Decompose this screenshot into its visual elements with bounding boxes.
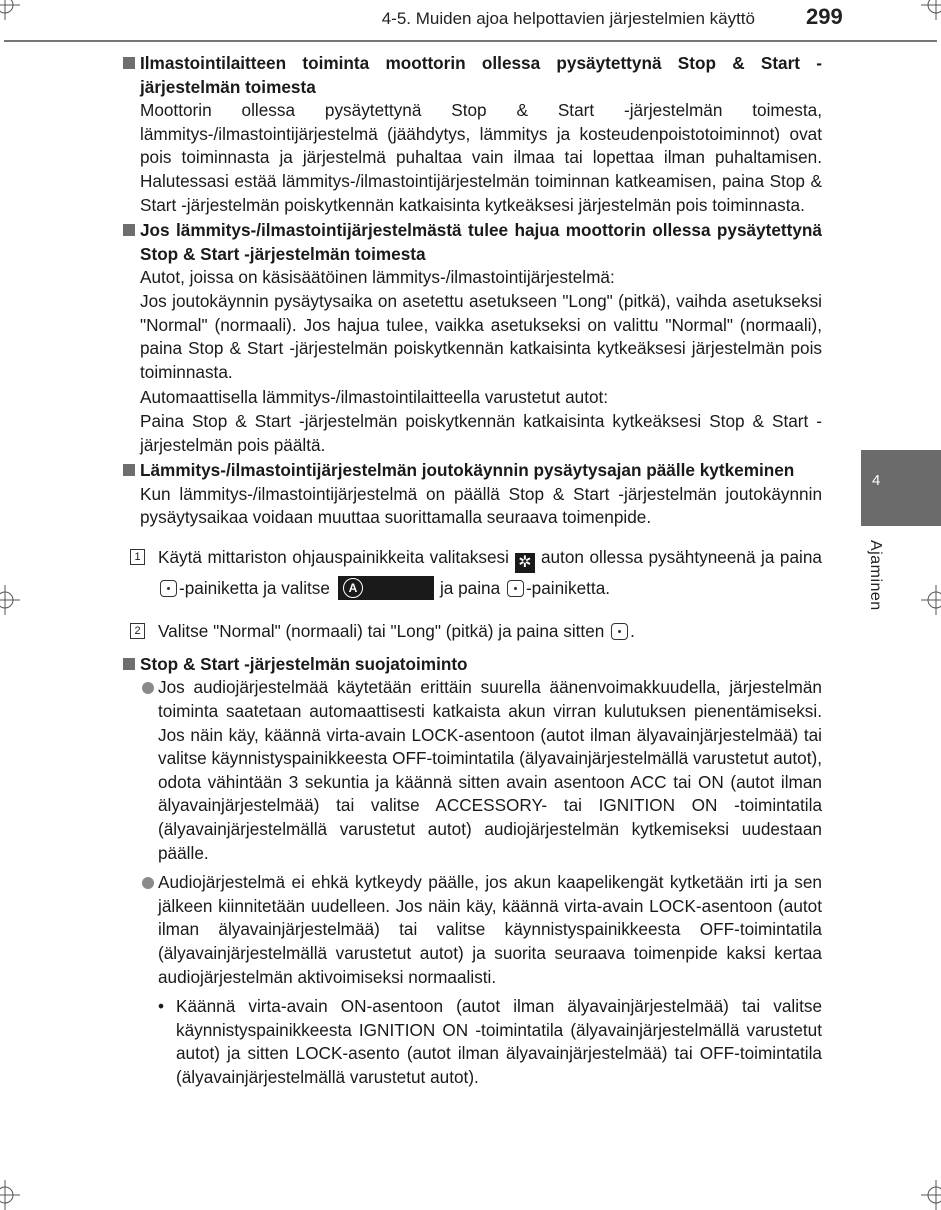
paragraph: Kun lämmitys-/ilmastointijärjestelmä on päällä Stop & Start -järjestelmän joutokäynnin pysäytysaikaa voidaan muuttaa suorittamalla seuraava toimenpide. <box>140 483 822 528</box>
page-content <box>122 52 822 1090</box>
page-number: 299 <box>806 4 843 29</box>
paragraph: Automaattisella lämmitys-/ilmastointilaitteella varustetut autot: <box>140 387 609 408</box>
list-item: Audiojärjestelmä ei ehkä kytkeydy päälle, jos akun kaapelikengät kytketään irti ja sen jälkeen kiinnitetään uudelleen. Jos näin käy, käännä virta-avain LOCK-asentoon (autot ilman älyavainjärjestelmää) tai valitse käynnistyspainikkeesta OFF-toimintatila (älyavainjärjestelmällä varustetut autot) ja suorita seuraava toimenpide kaksi kertaa audiojärjestelmän aktivoimiseksi normaalisti. <box>122 871 822 989</box>
paragraph: Moottorin ollessa pysäytettynä Stop & Start -järjestelmän toimesta, lämmitys-/ilmastointijärjestelmä (jäähdytys, lämmitys ja kosteudenpoistotoiminnot) ovat pois toiminnasta ja järjestelmä puhaltaa vain ilmaa tai lopettaa ilman puhaltamisen. Halutessasi estää lämmitys-/ilmastointijärjestelmän toiminnan katkeamisen, paina Stop & Start -järjestelmän poiskytkennän katkaisinta kytkeäksesi järjestelmän pois toiminnasta. <box>140 100 822 215</box>
sub-list-item: • Käännä virta-avain ON-asentoon (autot ilman älyavainjärjestelmää) tai valitse käynnistyspainikkeesta IGNITION ON -toimintatila (älyavainjärjestelmällä varustetut autot) ja sitten LOCK-asento (autot ilman älyavainjärjestelmää) tai OFF-toimintatila (älyavainjärjestelmällä varustetut autot). <box>158 996 822 1087</box>
gear-icon: ✲ <box>515 553 535 573</box>
round-bullet-icon <box>142 877 154 889</box>
round-bullet-icon <box>142 682 154 694</box>
step-number: 2 <box>130 623 145 639</box>
ok-button-icon <box>507 580 524 597</box>
stop-start-mode-icon: A <box>338 576 434 600</box>
sub-bullet-marker: • <box>158 996 165 1017</box>
crop-mark-mid-right <box>921 585 941 615</box>
crop-mark-bottom-left <box>0 1180 20 1210</box>
list-item: Jos audiojärjestelmää käytetään erittäin suurella äänenvoimakkuudella, järjestelmän toiminta saatetaan automaattisesti katkaista akun virran kulutuksen pienentämiseksi. Jos näin käy, käännä virta-avain LOCK-asentoon (autot ilman älyavainjärjestelmää) tai valitse käynnistyspainikkeesta OFF-toimintatila (älyavainjärjestelmällä varustetut autot), odota vähintään 3 sekuntia ja käännä sitten avain asentoon ACC tai ON (autot ilman älyavainjärjestelmää) tai valitse ACCESSORY- tai IGNITION ON -toimintatila (älyavainjärjestelmällä varustetut autot) audiojärjestelmän kytkemiseksi uudestaan päälle. <box>122 676 822 865</box>
paragraph: Paina Stop & Start -järjestelmän poiskytkennän katkaisinta kytkeäksesi Stop & Start -järjestelmän pois päältä. <box>140 410 822 455</box>
crop-mark-bottom-right <box>921 1180 941 1210</box>
paragraph: Autot, joissa on käsisäätöinen lämmitys-/ilmastointijärjestelmä: <box>140 267 615 288</box>
section-heading: Jos lämmitys-/ilmastointijärjestelmästä tulee hajua moottorin ollessa pysäytettynä Stop & Start -järjestelmän toimesta <box>122 219 822 266</box>
square-bullet-icon <box>123 658 135 670</box>
section-title: 4-5. Muiden ajoa helpottavien järjestelmien käyttö <box>381 9 755 28</box>
chapter-number: 4 <box>872 472 881 489</box>
page-header <box>0 0 941 44</box>
crop-mark-mid-left <box>0 585 20 615</box>
step-item: 2 Valitse "Normal" (normaali) tai "Long" (pitkä) ja paina sitten . <box>122 616 822 647</box>
square-bullet-icon <box>123 224 135 236</box>
square-bullet-icon <box>123 464 135 476</box>
header-divider <box>4 40 937 42</box>
ok-button-icon <box>160 580 177 597</box>
step-item: 1 Käytä mittariston ohjauspainikkeita valitaksesi ✲ auton ollessa pysähtyneenä ja paina -painiketta ja valitse A ja paina -painiketta. <box>122 542 822 604</box>
paragraph: Jos joutokäynnin pysäytysaika on asetettu asetukseen "Long" (pitkä), vaihda asetukseksi "Normal" (normaali). Jos hajua tulee, vaikka asetukseksi on valittu "Normal" (normaali), paina Stop & Start -järjestelmän poiskytkennän katkaisinta kytkeäksesi järjestelmän pois toiminnasta. <box>140 290 822 382</box>
section-heading: Ilmastointilaitteen toiminta moottorin ollessa pysäytettynä Stop & Start -järjestelmän toimesta <box>122 52 822 99</box>
section-heading: Stop & Start -järjestelmän suojatoiminto <box>122 653 822 677</box>
section-heading: Lämmitys-/ilmastointijärjestelmän joutokäynnin pysäytysajan päälle kytkeminen <box>122 459 822 483</box>
ok-button-icon <box>611 623 628 640</box>
step-number: 1 <box>130 549 145 565</box>
square-bullet-icon <box>123 57 135 69</box>
chapter-label: Ajaminen <box>867 540 884 611</box>
